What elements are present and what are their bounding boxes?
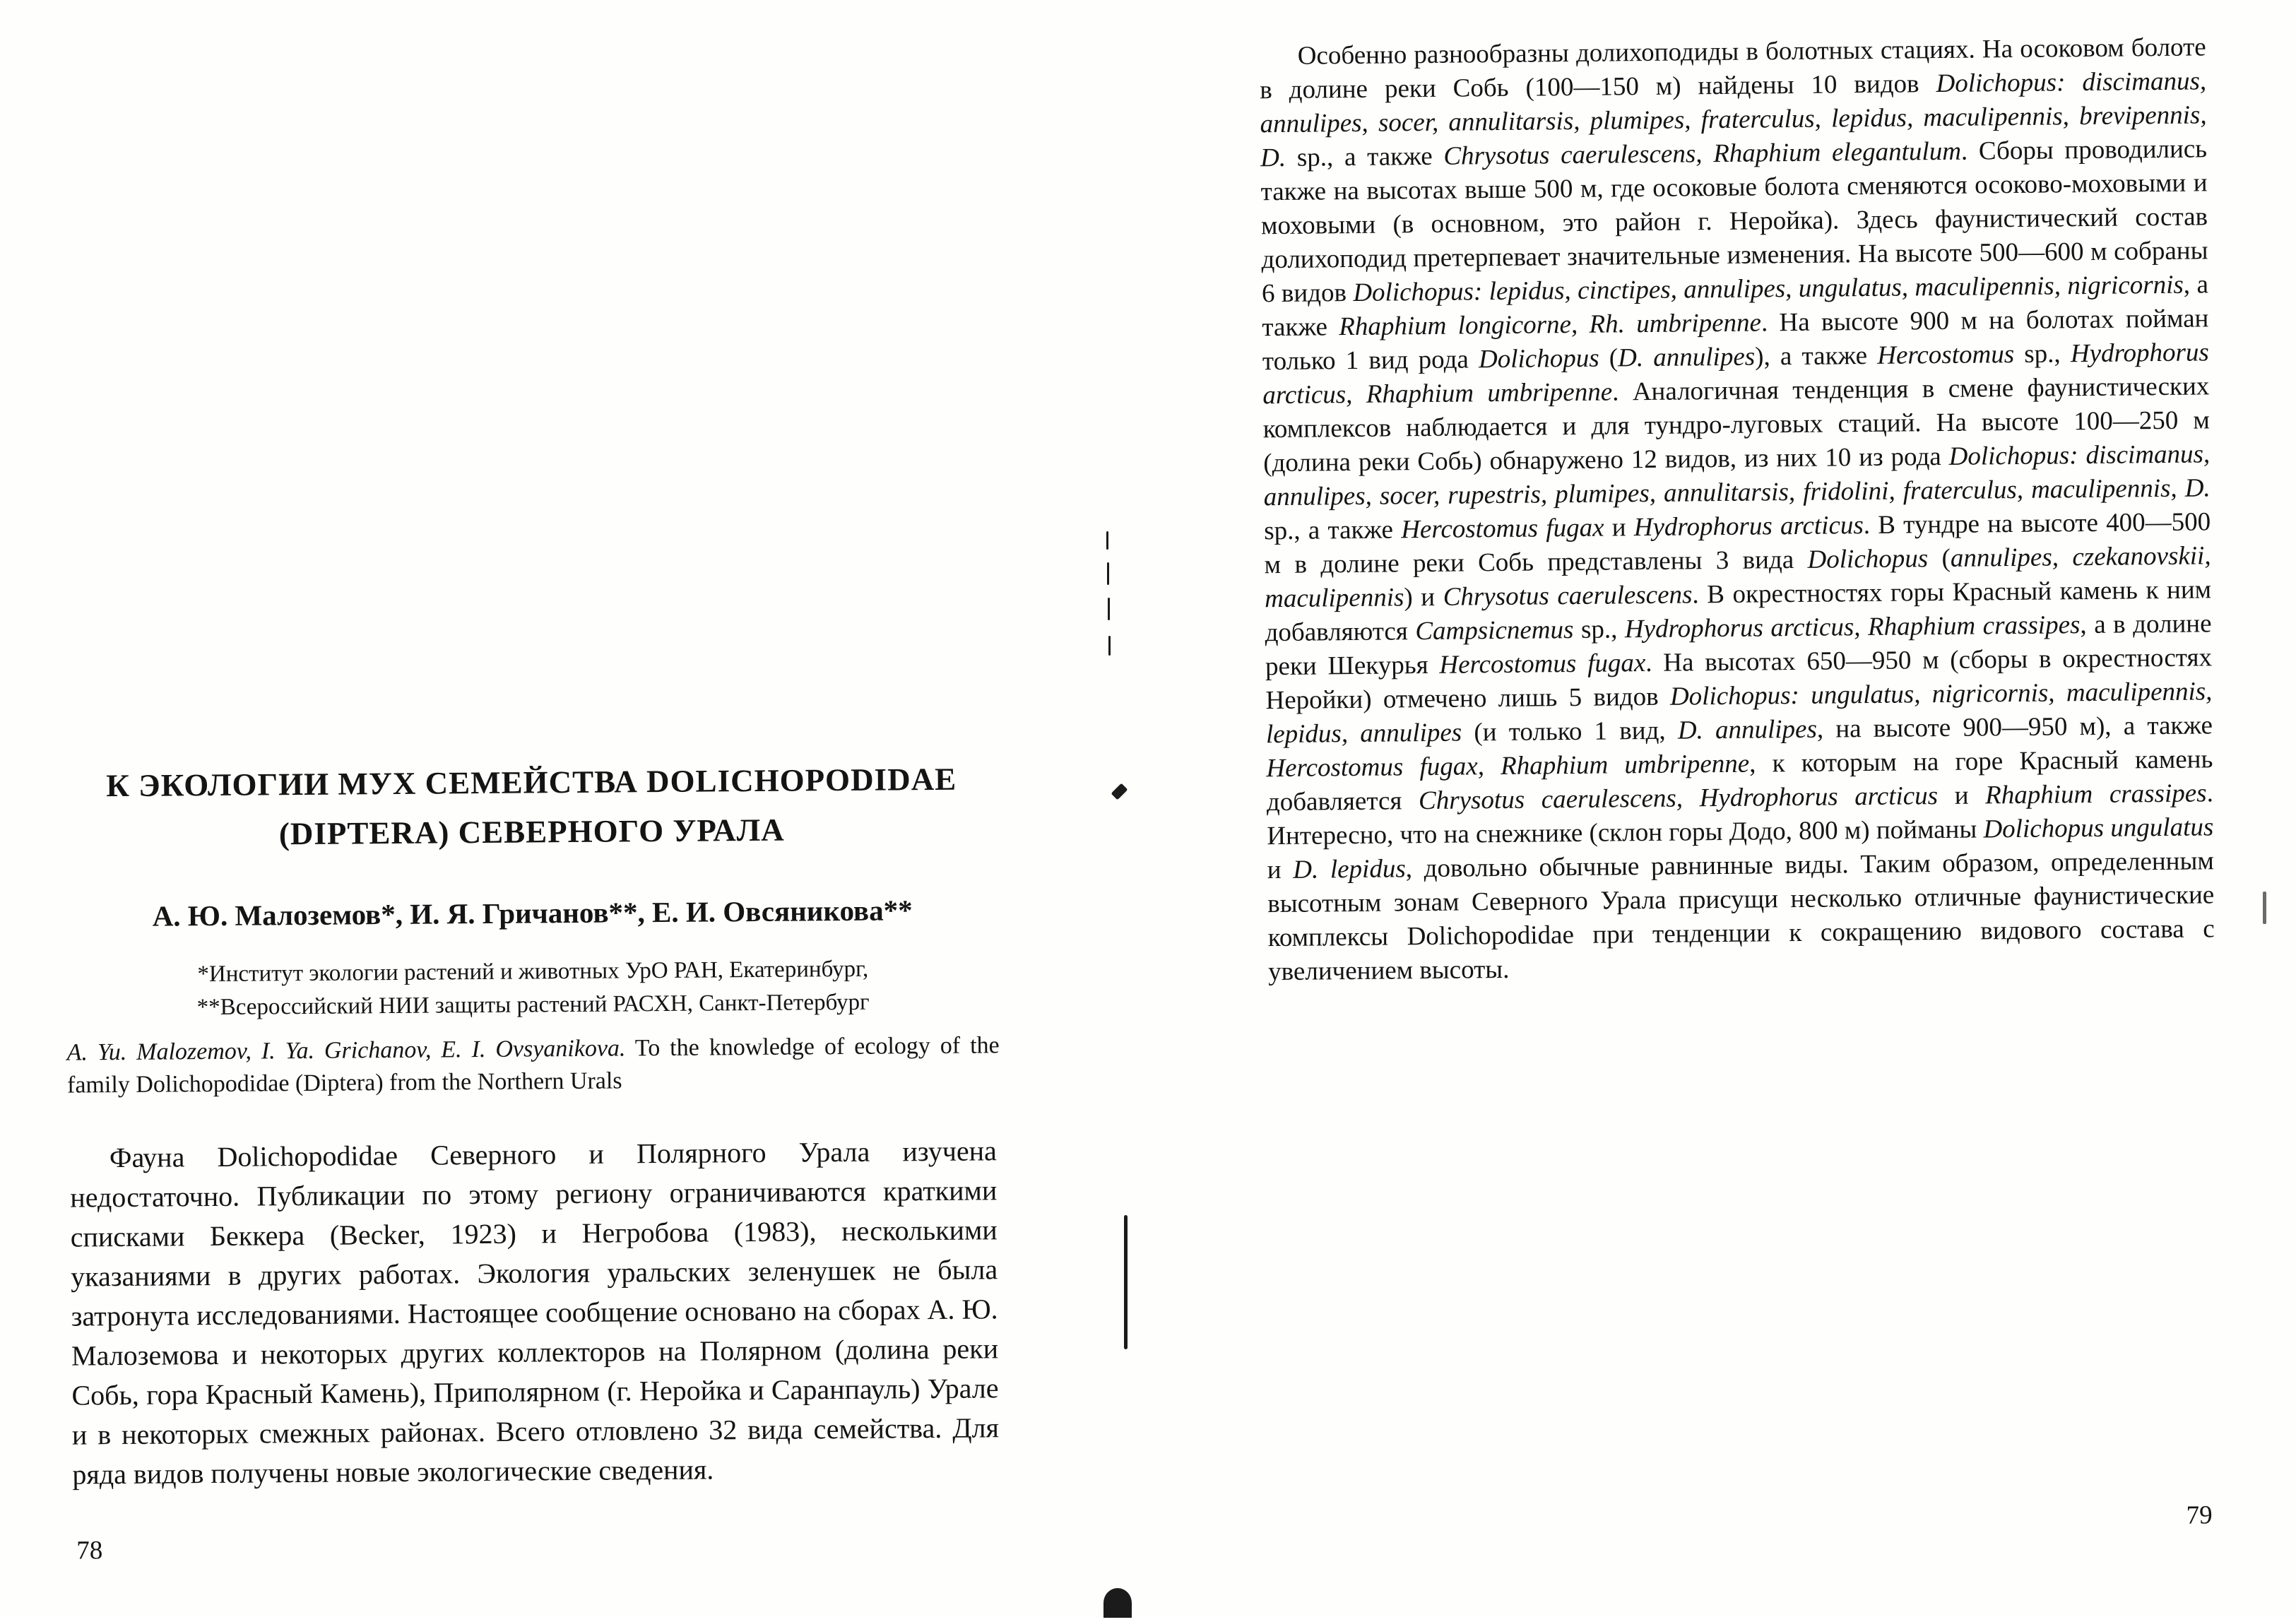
- gutter-artifact-dash: [1108, 598, 1110, 620]
- gutter-artifact-dash: [1107, 562, 1109, 585]
- english-citation: A. Yu. Malozemov, I. Ya. Grichanov, E. I. Ovsyanikova. To the knowledge of ecology of the family Dolichopodidae (Diptera) from the Northern Urals: [66, 1032, 1000, 1099]
- page-number-right: 79: [2186, 1500, 2213, 1530]
- left-body-paragraph: Фауна Dolichopodidae Северного и Полярного Урала изучена недостаточно. Публикации по этому региону ограничиваются краткими списками Беккера (Becker, 1923) и Негробова (1983), несколькими указаниями в других работах. Экология уральских зеленушек не была затронута исследованиями. Настоящее сообщение основано на сборах А. Ю. Малоземова и некоторых других коллекторов на Полярном (долина реки Собь, гора Красный Камень), Приполярном (г. Неройка и Саранпауль) Урале и в некоторых смежных районах. Всего отловлено 32 вида семейства. Для ряда видов получены новые экологические сведения.: [70, 1135, 1000, 1491]
- right-page: [1140, 0, 2296, 1622]
- right-body-paragraph: Особенно разнообразны долихоподиды в болотных стациях. На осоковом болоте в долине реки Собь (100—150 м) найдены 10 видов Dolichopus: discimanus, annulipes, socer, annulitarsis, plumipes, fraterculus, lepidus, maculipennis, brevipennis, D. sp., а также Chrysotus caerulescens, Rhaphium elegantulum. Сборы проводились также на высотах выше 500 м, где осоковые болота сменяются осоково-моховыми и моховыми (в основном, это район г. Неройка). Здесь фаунистический состав долихоподид претерпевает значительные изменения. На высоте 500—600 м собраны 6 видов Dolichopus: lepidus, cinctipes, annulipes, ungulatus, maculipennis, nigricornis, а также Rhaphium longicorne, Rh. umbripenne. На высоте 900 м на болотах пойман только 1 вид рода Dolichopus (D. annulipes), а также Hercostomus sp., Hydrophorus arcticus, Rhaphium umbripenne. Аналогичная тенденция в смене фаунистических комплексов наблюдается и для тундро-луговых стаций. На высоте 100—250 м (долина реки Собь) обнаружено 12 видов, из них 10 из рода Dolichopus: discimanus, annulipes, socer, rupestris, plumipes, annulitarsis, fridolini, fraterculus, maculipennis, D. sp., а также Hercostomus fugax и Hydrophorus arcticus. В тундре на высоте 400—500 м в долине реки Собь представлены 3 вида Dolichopus (annulipes, czekanovskii, maculipennis) и Chrysotus caerulescens. В окрестностях горы Красный камень к ним добавляются Campsicnemus sp., Hydrophorus arcticus, Rhaphium crassipes, а в долине реки Шекурья Hercostomus fugax. На высотах 650—950 м (сборы в окрестностях Неройки) отмечено лишь 5 видов Dolichopus: ungulatus, nigricornis, maculipennis, lepidus, annulipes (и только 1 вид, D. annulipes, на высоте 900—950 м), а также Hercostomus fugax, Rhaphium umbripenne, к которым на горе Красный камень добавляется Chrysotus caerulescens, Hydrophorus arcticus и Rhaphium crassipes. Интересно, что на снежнике (склон горы Додо, 800 м) пойманы Dolichopus ungulatus и D. lepidus, довольно обычные равнинные виды. Таким образом, определенным высотным зонам Северного Урала присущи несколько отличные фаунистические комплексы Dolichopodidae при тенденции к сокращению видового состава с увеличением высоты.: [1260, 32, 2215, 987]
- edge-artifact-mark: [2263, 892, 2266, 924]
- article-title: [66, 754, 996, 860]
- authors-line: А. Ю. Малоземов*, И. Я. Гричанов**, Е. И. Овсяникова**: [152, 894, 913, 933]
- gutter-artifact-line: [1124, 1215, 1128, 1349]
- gutter-artifact-blob: [1103, 1588, 1132, 1618]
- affiliation-1: *Институт экологии растений и животных УрО РАН, Екатеринбург,: [197, 956, 869, 988]
- gutter-artifact-dash: [1106, 531, 1108, 550]
- affiliation-2: **Всероссийский НИИ защиты растений РАСХН, Санкт-Петербург: [196, 989, 870, 1021]
- article-title-line1: К ЭКОЛОГИИ МУХ СЕМЕЙСТВА DOLICHOPODIDAE: [106, 761, 957, 804]
- affiliations: [69, 952, 998, 1025]
- gutter-artifact-dash: [1108, 636, 1111, 656]
- article-title-line2: (DIPTERA) СЕВЕРНОГО УРАЛА: [278, 812, 785, 852]
- page-number-left: 78: [76, 1536, 103, 1565]
